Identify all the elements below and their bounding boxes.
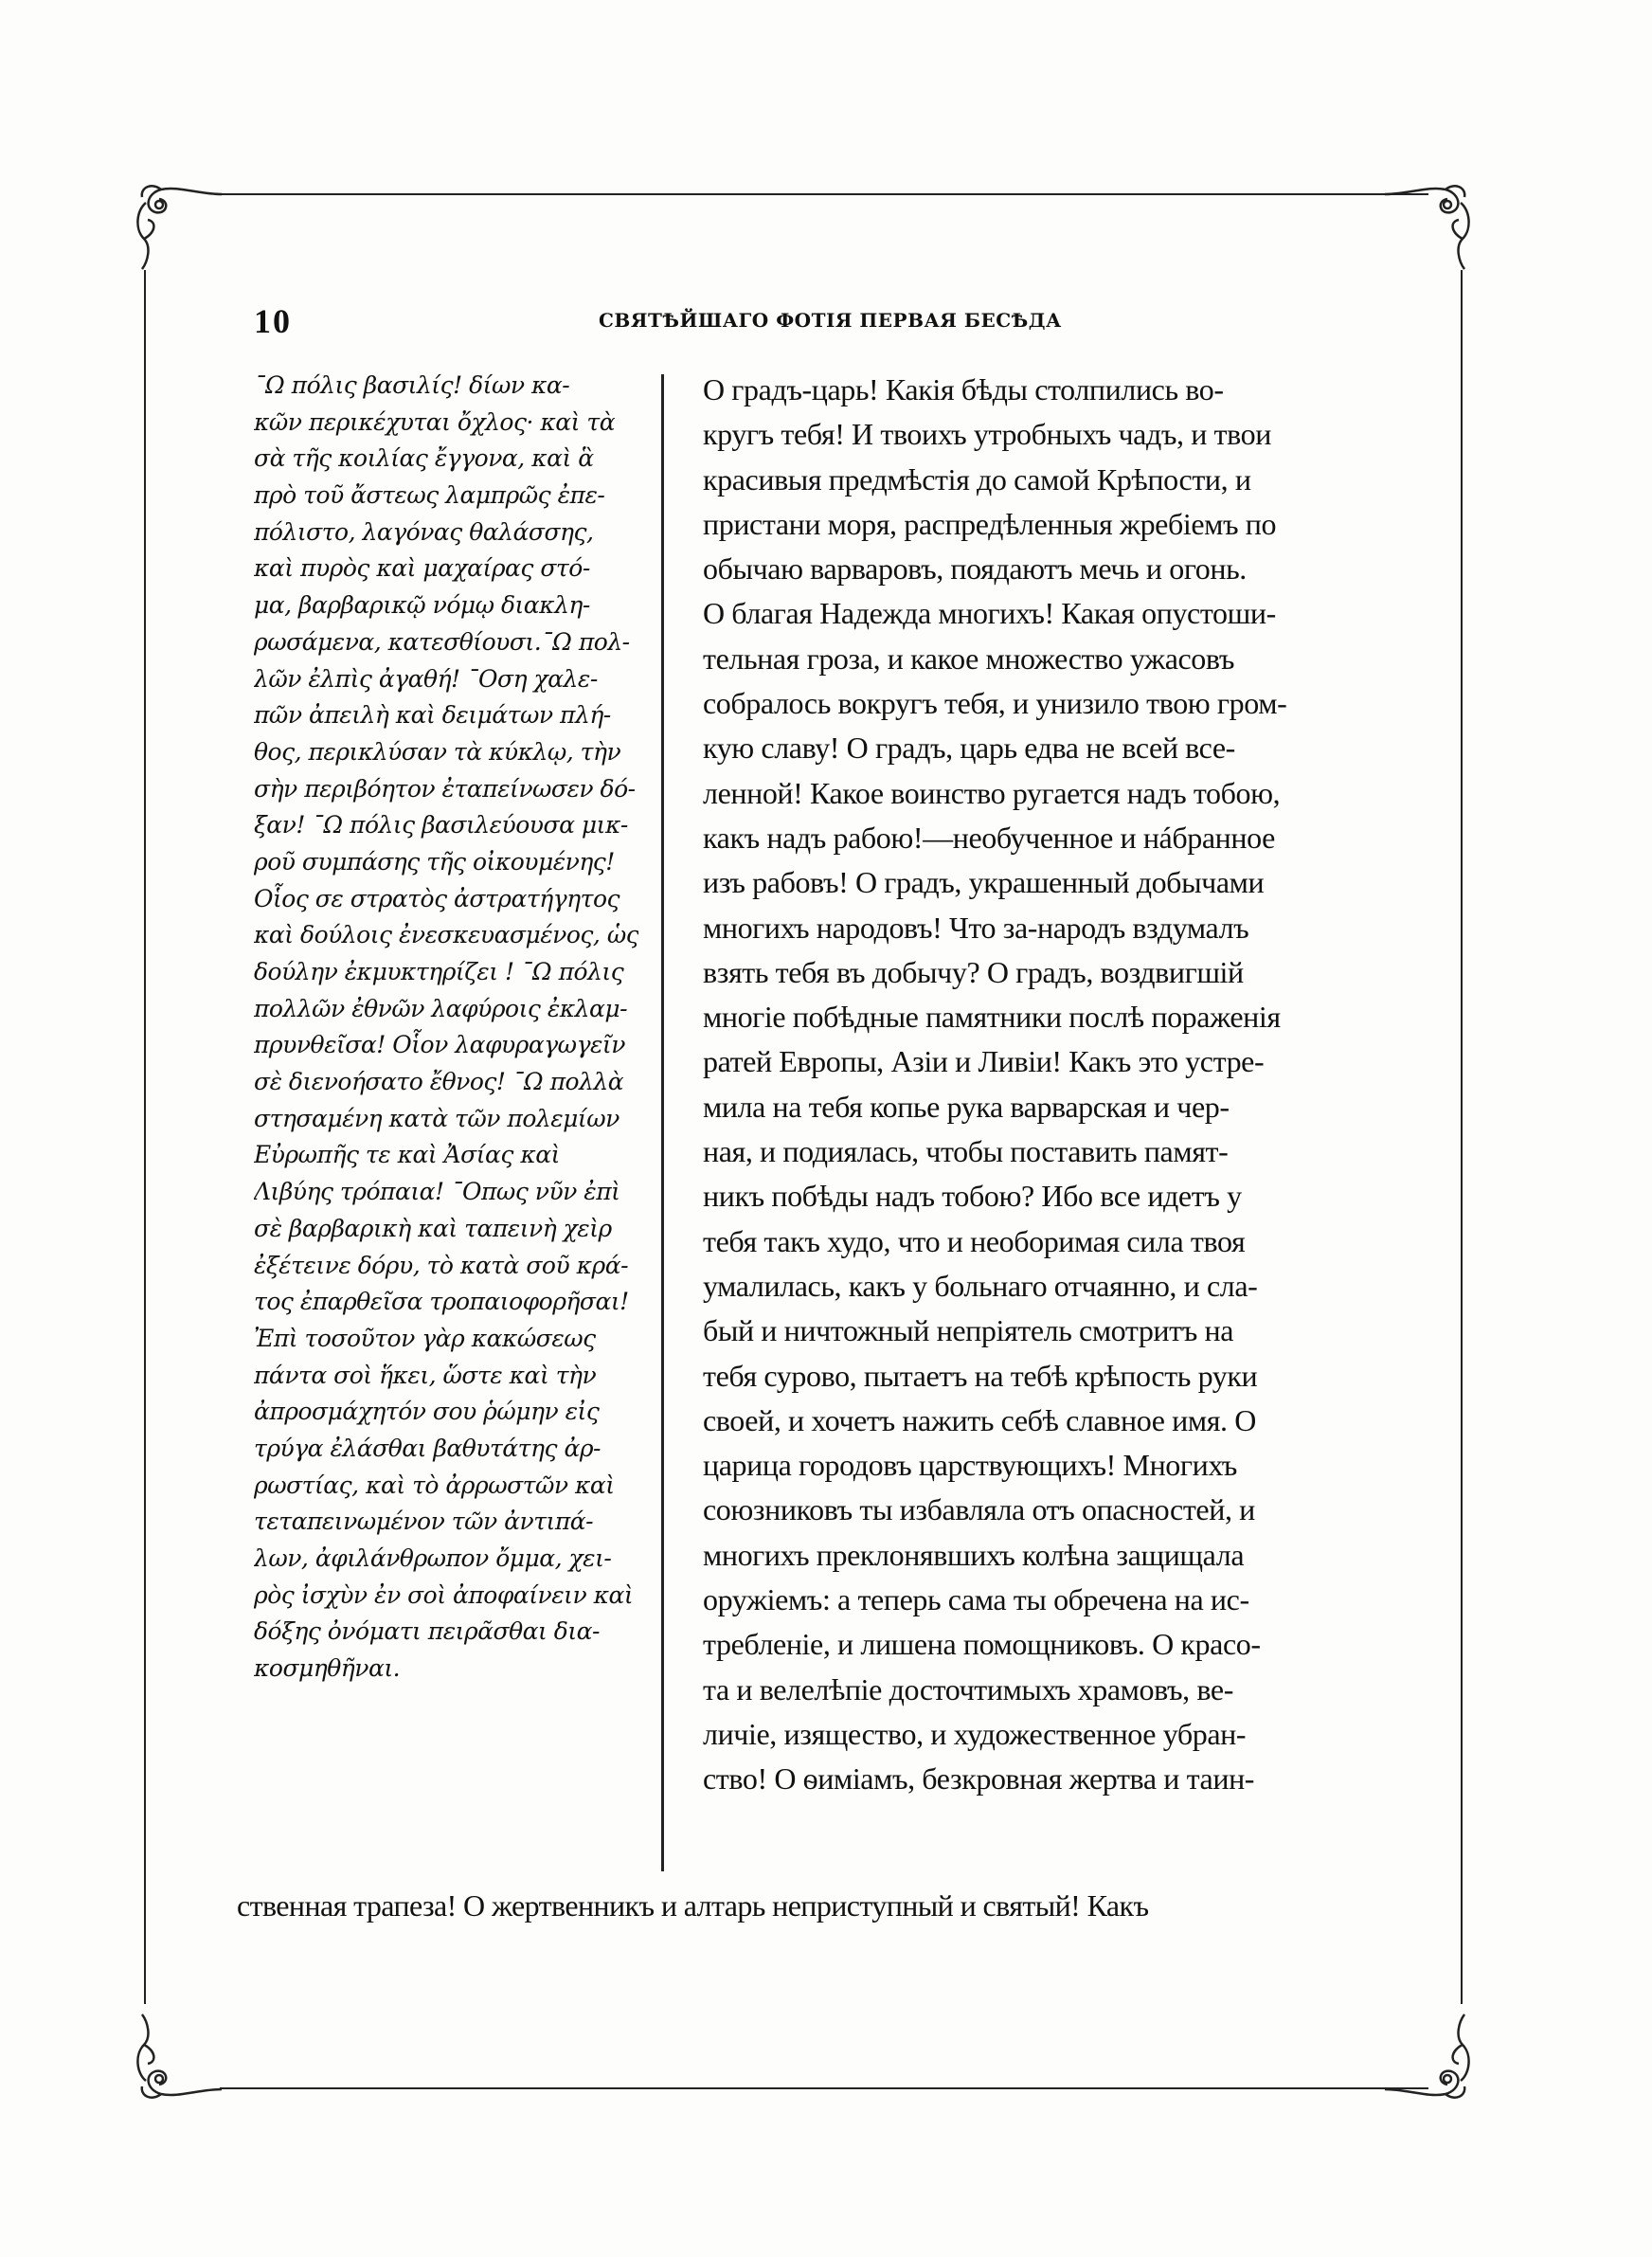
greek-text-line: κοσμηθῆναι. (254, 1654, 401, 1683)
column-divider (661, 374, 664, 1871)
russian-text-line: своей, и хочетъ нажить себѣ славное имя. О (703, 1402, 1256, 1437)
greek-text-line: σὴν περιβόητον ἐταπείνωσεν δό- (254, 774, 636, 803)
greek-text-line: δούλην ἐκμυκτηρίζει ! ˉΩ πόλις (254, 958, 624, 985)
corner-ornament-bottom-right-icon (1379, 2009, 1483, 2113)
russian-text-line: собралось вокругъ тебя, и унизило твою гром- (703, 686, 1287, 721)
russian-text-line: красивыя предмѣстія до самой Крѣпости, и (703, 461, 1251, 497)
frame-right-rule (1461, 270, 1463, 2004)
russian-full-width-line: ственная трапеза! О жертвенникъ и алтарь неприступный и святый! Какъ (237, 1888, 1149, 1923)
russian-text-line: умалилась, какъ у больнаго отчаянно, и сла- (703, 1268, 1258, 1303)
greek-text-line: λῶν ἐλπὶς ἀγαθή! ˉΟση χαλε- (254, 664, 598, 693)
greek-text-line: κῶν περικέχυται ὄχλος· καὶ τὰ (254, 407, 616, 436)
russian-text-line: кругъ тебя! И твоихъ утробныхъ чадъ, и твои (703, 417, 1271, 452)
greek-text-line: πόλιστο, λαγόνας θαλάσσης, (254, 517, 594, 546)
russian-text-line: мила на тебя копье рука варварская и чер- (703, 1089, 1230, 1124)
greek-text-line: στησαμένη κατὰ τῶν πολεμίων (254, 1104, 620, 1132)
russian-text-line: ная, и подиялась, чтобы поставить памят- (703, 1134, 1229, 1169)
greek-text-line: λων, ἀφιλάνθρωπον ὄμμα, χει- (254, 1544, 612, 1572)
greek-text-line: δόξης ὀνόματι πειρᾶσθαι δια- (254, 1617, 600, 1646)
russian-text-line: ленной! Какое воинство ругается надъ тобою, (703, 775, 1281, 810)
greek-text-line: ροῦ συμπάσης τῆς οἰκουμένης! (254, 847, 615, 876)
greek-text-line: πάντα σοὶ ἥκει, ὥστε καὶ τὴν (254, 1361, 597, 1389)
russian-text-line: кую славу! О градъ, царь едва не всей все- (703, 731, 1235, 766)
greek-text-line: σὲ διενοήσατο ἔθνος! ˉΩ πολλὰ (254, 1068, 624, 1096)
greek-text-line: τρύγα ἐλάσθαι βαθυτάτης ἀρ- (254, 1434, 601, 1462)
corner-ornament-bottom-left-icon (123, 2009, 227, 2113)
greek-text-line: ρωστίας, καὶ τὸ ἀρρωστῶν καὶ (254, 1471, 615, 1499)
frame-top-rule (220, 193, 1428, 195)
greek-text-line: σὰ τῆς κοιλίας ἔγγονα, καὶ ἃ (254, 444, 594, 473)
russian-text-line: О градъ-царь! Какія бѣды столпились во- (703, 372, 1224, 406)
russian-text-line: многихъ народовъ! Что за-народъ вздумалъ (703, 910, 1249, 945)
greek-text-line: καὶ πυρὸς καὶ μαχαίρας στό- (254, 554, 590, 583)
greek-text-line: ˉΩ πόλις βασιλίς! δίων κα- (254, 371, 570, 399)
greek-text-line: πρὸ τοῦ ἄστεως λαμπρῶς ἐπε- (254, 481, 605, 510)
russian-text-line: какъ надъ рабою!—необученное и нáбранное (703, 820, 1275, 855)
russian-text-line: требленіе, и лишена помощниковъ. О красо- (703, 1627, 1261, 1662)
greek-text-line: πολλῶν ἐθνῶν λαφύροις ἐκλαμ- (254, 994, 628, 1022)
russian-text-line: оружіемъ: а теперь сама ты обречена на ис- (703, 1582, 1249, 1617)
russian-text-line: многіе побѣдные памятники послѣ пораженія (703, 1000, 1281, 1035)
frame-left-rule (144, 270, 146, 2004)
greek-text-line: ἐξέτεινε δόρυ, τὸ κατὰ σοῦ κρά- (254, 1251, 629, 1279)
greek-text-line: ἀπροσμάχητόν σου ῥώμην εἰς (254, 1398, 600, 1426)
greek-text-line: ρωσάμενα, κατεσθίουσι.ˉΩ πολ- (254, 627, 630, 656)
greek-text-line: θος, περικλύσαν τὰ κύκλῳ, τὴν (254, 737, 621, 766)
corner-ornament-top-right-icon (1379, 171, 1483, 275)
greek-text-line: πρυνθεῖσα! Οἷον λαφυραγωγεῖν (254, 1031, 625, 1059)
russian-text-line: личіе, изящество, и художественное убран- (703, 1716, 1247, 1751)
russian-text-line: взять тебя въ добычу? О градъ, воздвигшій (703, 954, 1244, 989)
corner-ornament-top-left-icon (123, 171, 227, 275)
russian-text-line: изъ рабовъ! О градъ, украшенный добычами (703, 865, 1265, 900)
russian-text-line: никъ побѣды надъ тобою? Ибо все идетъ у (703, 1179, 1242, 1214)
greek-text-line: Λιβύης τρόπαια! ˉΟπως νῦν ἐπὶ (254, 1178, 620, 1206)
greek-text-line: τεταπεινωμένον τῶν ἀντιπά- (254, 1508, 594, 1536)
russian-text-line: тебя сурово, пытаетъ на тебѣ крѣпость руки (703, 1358, 1258, 1393)
russian-text-line: царица городовъ царствующихъ! Многихъ (703, 1448, 1237, 1483)
russian-text-line: О благая Надежда многихъ! Какая опустоши- (703, 596, 1276, 631)
page-number: 10 (254, 302, 292, 340)
russian-text-line: тебя такъ худо, что и необоримая сила твоя (703, 1223, 1246, 1258)
greek-text-line: Οἷος σε στρατὸς ἀστρατήγητος (254, 884, 620, 912)
russian-text-line: та и велелѣпіе досточтимыхъ храмовъ, ве- (703, 1671, 1233, 1706)
greek-text-column (254, 368, 638, 1688)
greek-text-line: τος ἐπαρθεῖσα τροπαιοφορῆσαι! (254, 1288, 629, 1316)
russian-text-line: многихъ преклонявшихъ колѣна защищала (703, 1537, 1245, 1572)
russian-text-line: тельная гроза, и какое множество ужасовъ (703, 641, 1234, 676)
greek-text-line: καὶ δούλοις ἐνεσκευασμένος, ὡς (254, 921, 638, 949)
russian-text-line: пристани моря, распредѣленныя жребіемъ по (703, 506, 1277, 541)
russian-text-column (703, 368, 1366, 1802)
greek-text-line: μα, βαρβαρικῷ νόμῳ διακλη- (254, 591, 590, 620)
russian-text-line: обычаю варваровъ, поядаютъ мечь и огонь. (703, 551, 1247, 587)
russian-text-line: союзниковъ ты избавляла отъ опасностей, и (703, 1492, 1255, 1527)
running-head: СВЯТѢЙШАГО ФОТІЯ ПЕРВАЯ БЕСѢДА (599, 309, 1062, 332)
greek-text-line: ρὸς ἰσχὺν ἐν σοὶ ἀποφαίνειν καὶ (254, 1580, 634, 1609)
greek-text-line: Εὐρωπῆς τε καὶ Ἀσίας καὶ (254, 1141, 560, 1169)
greek-text-line: πῶν ἀπειλὴ καὶ δειμάτων πλή- (254, 701, 611, 730)
russian-text-line: ство! О ѳиміамъ, безкровная жертва и таин- (703, 1761, 1255, 1797)
russian-text-line: бый и ничтожный непріятель смотритъ на (703, 1313, 1234, 1348)
frame-bottom-rule (220, 2087, 1428, 2089)
greek-text-line: Ἐπὶ τοσοῦτον γὰρ κακώσεως (254, 1324, 596, 1352)
greek-text-line: σὲ βαρβαρικὴ καὶ ταπεινὴ χεὶρ (254, 1214, 612, 1242)
russian-text-line: ратей Европы, Азіи и Ливіи! Какъ это устре- (703, 1044, 1265, 1079)
greek-text-line: ξαν! ˉΩ πόλις βασιλεύουσα μικ- (254, 811, 628, 840)
